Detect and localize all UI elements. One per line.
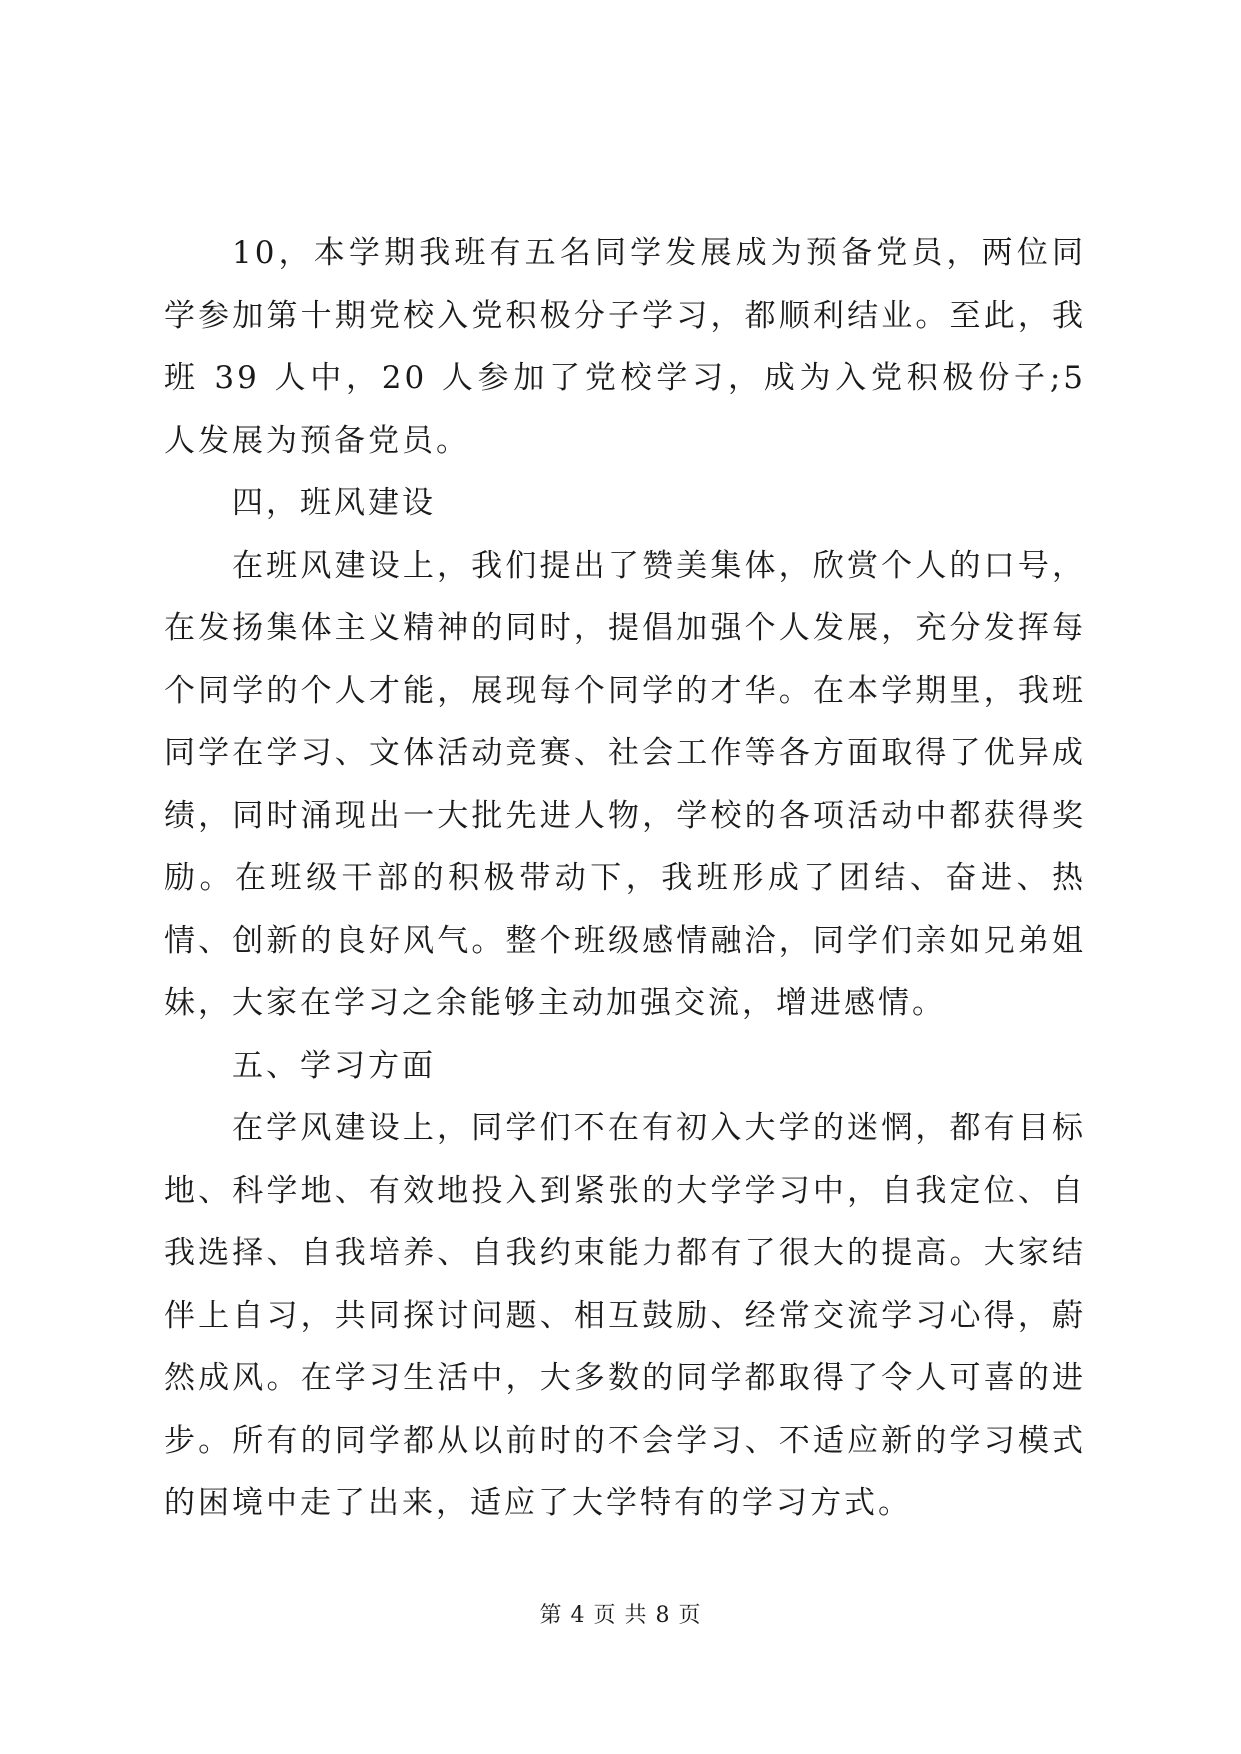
paragraph-study: 在学风建设上，同学们不在有初入大学的迷惘，都有目标地、科学地、有效地投入到紧张的大学学习中，自我定位、自我选择、自我培养、自我约束能力都有了很大的提高。大家结伴上自习，共同探讨问题、相互鼓励、经常交流学习心得，蔚然成风。在学习生活中，大多数的同学都取得了令人可喜的进步。所有的同学都从以前时的不会学习、不适应新的学习模式的困境中走了出来，适应了大学特有的学习方式。 [164,1110,1086,1521]
paragraph-party-members: 10，本学期我班有五名同学发展成为预备党员，两位同学参加第十期党校入党积极分子学习，都顺利结业。至此，我班 39 人中，20 人参加了党校学习，成为入党积极份子;5 人发展为预备党员。 [164,235,1086,459]
section-heading-class-style: 四，班风建设 [232,485,436,521]
document-body [164,222,1086,1535]
paragraph-class-style: 在班风建设上，我们提出了赞美集体，欣赏个人的口号，在发扬集体主义精神的同时，提倡加强个人发展，充分发挥每个同学的个人才能，展现每个同学的才华。在本学期里，我班同学在学习、文体活动竞赛、社会工作等各方面取得了优异成绩，同时涌现出一大批先进人物，学校的各项活动中都获得奖励。在班级干部的积极带动下，我班形成了团结、奋进、热情、创新的良好风气。整个班级感情融洽，同学们亲如兄弟姐妹，大家在学习之余能够主动加强交流，增进感情。 [164,547,1086,1021]
section-heading-study: 五、学习方面 [232,1047,436,1084]
page-number-footer: 第 4 页 共 8 页 [539,1603,702,1628]
